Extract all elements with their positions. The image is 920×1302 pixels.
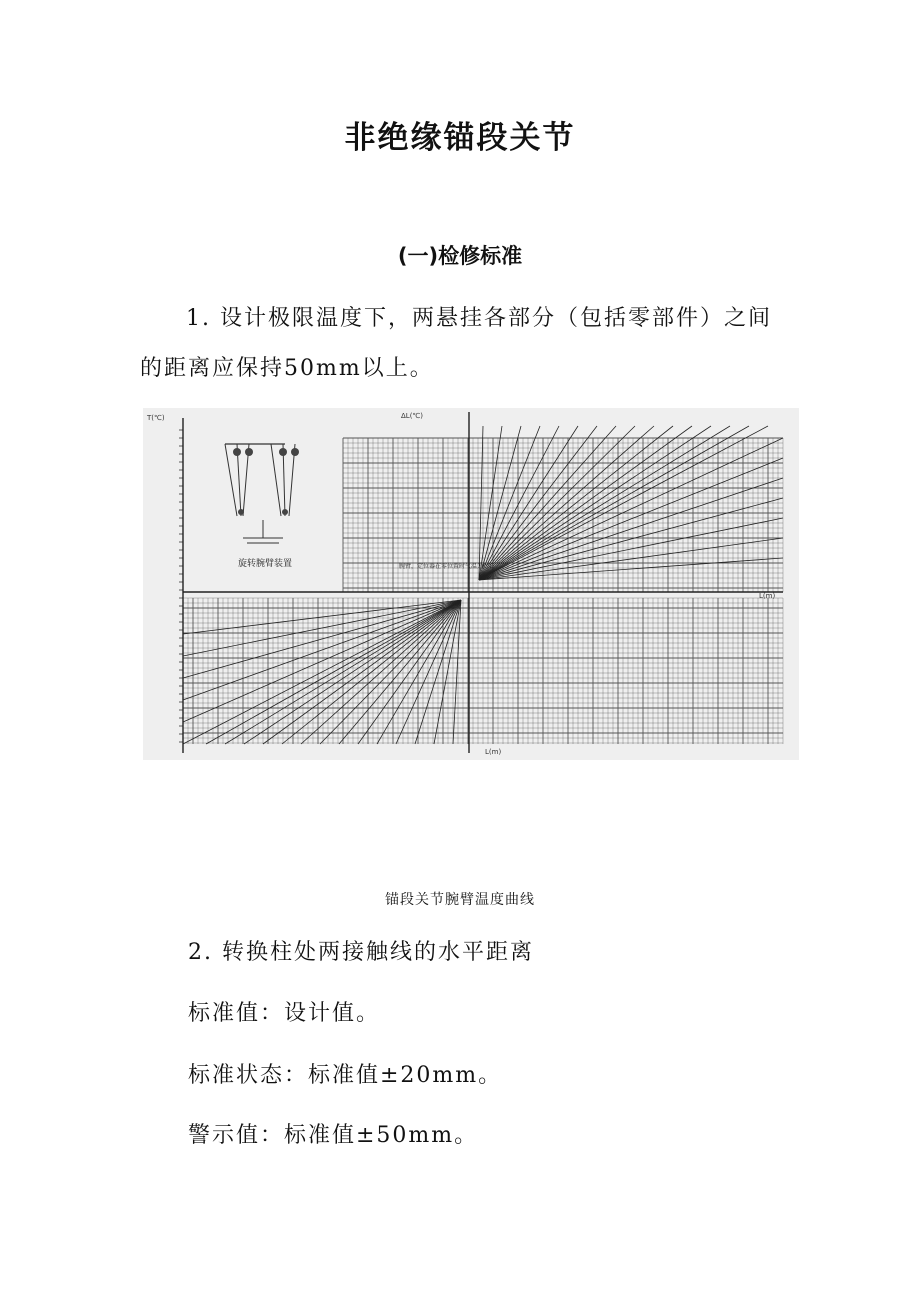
section-heading: (一)检修标准 — [397, 244, 523, 268]
item-1-paragraph — [140, 294, 790, 394]
top-axis-label: ΔL(℃) — [401, 412, 424, 420]
warning-value: 警示值：标准值±50mm。 — [188, 1123, 479, 1148]
item-1-text: 1. 设计极限温度下，两悬挂各部分（包括零部件）之间的距离应保持50mm以上。 — [140, 306, 772, 381]
temperature-curve-figure — [143, 408, 799, 760]
inset-caption: 旋转腕臂装置 — [238, 559, 293, 569]
page-title: 非绝缘锚段关节 — [344, 120, 576, 156]
standard-state: 标准状态：标准值±20mm。 — [188, 1063, 503, 1088]
left-axis-label: T(℃) — [147, 414, 165, 422]
standard-value: 标准值：设计值。 — [188, 1001, 381, 1026]
unit-label-bottom: L(m) — [485, 748, 502, 756]
rotating-cantilever-inset — [198, 418, 338, 578]
temperature-curve-chart — [143, 408, 799, 760]
figure-note: 腕臂，定位器在零位置时气温为0℃ — [399, 563, 494, 570]
figure-caption: 锚段关节腕臂温度曲线 — [385, 892, 535, 908]
item-2-text: 2. 转换柱处两接触线的水平距离 — [188, 940, 534, 965]
unit-label-right: L(m) — [759, 592, 776, 600]
